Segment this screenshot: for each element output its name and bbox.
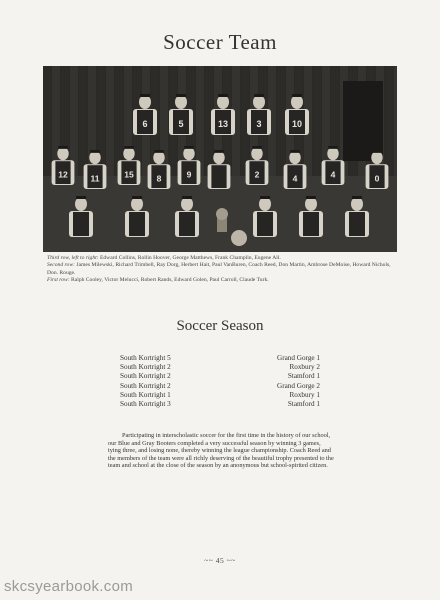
score-row: [120, 354, 320, 363]
score-away: Grand Gorge 1: [277, 354, 320, 362]
score-away: Stamford 1: [287, 372, 320, 381]
score-row: [120, 400, 320, 409]
page-number: ~~ 45 ~~: [204, 556, 236, 565]
jersey-number: 8: [156, 173, 162, 184]
page-title: Soccer Team: [163, 30, 277, 54]
jersey-number: 4: [292, 173, 298, 184]
score-home: South Kortright 3: [120, 400, 171, 409]
jersey-number: 0: [374, 173, 380, 184]
jersey-number: 2: [254, 169, 260, 180]
score-away: Roxbury 1: [289, 390, 320, 399]
jersey-number: 11: [90, 173, 100, 184]
caption-third-row: Edward Collins, Rollin Hoover, George Matthews, Frank Champlin, Eugene All.: [99, 255, 281, 261]
jersey-number: 9: [186, 169, 192, 180]
season-title: Soccer Season: [176, 318, 264, 334]
score-away: Roxbury 2: [289, 363, 320, 372]
season-paragraph: Participating in interscholastic soccer for the first time in the history of our school, our Blue and Gray Booters completed a very successful season by winning 3 games, tying three, and losing none, thereby winning the league championship. Coach Reed and the members of the team were all richly deserving of the beautiful trophy presented to the team and school at the close of the season by an anonymous but school-spirited citizen.: [108, 432, 334, 470]
team-photo: [43, 66, 397, 252]
score-home: South Kortright 1: [120, 390, 171, 399]
jersey-number: 6: [142, 119, 148, 129]
score-away: Grand Gorge 2: [277, 381, 320, 390]
score-row: [120, 363, 320, 372]
jersey-number: 13: [217, 119, 229, 129]
score-home: South Kortright 2: [120, 381, 171, 390]
score-home: South Kortright 2: [120, 372, 171, 381]
photo-caption: [47, 255, 397, 285]
jersey-number: 12: [58, 169, 68, 180]
jersey-number: 3: [256, 119, 262, 129]
score-list: [120, 354, 320, 409]
score-home: South Kortright 5: [120, 354, 171, 362]
score-row: [120, 372, 320, 381]
score-row: [120, 391, 320, 400]
score-away: Stamford 1: [287, 400, 320, 409]
jersey-number: 15: [124, 169, 134, 180]
caption-second-row: James Milewski, Richard Trimbell, Ray Dorg, Herbert Hait, Paul VanBuren, Coach Reed, Don Martin, Ambrose DeMoise, Howard Nichols, Don. Rouge.: [47, 262, 391, 276]
watermark-logo: skcsyearbook.com: [4, 578, 134, 595]
caption-first-row-lead: First row:: [47, 277, 70, 284]
team-photo-image: [43, 66, 397, 252]
caption-first-row: Ralph Cooley, Victor Melucci, Robert Rands, Edward Golen, Paul Carroll, Claude Turk.: [71, 277, 269, 284]
caption-second-row-lead: Second row:: [47, 262, 75, 269]
score-row: [120, 382, 320, 391]
jersey-number: 4: [330, 169, 336, 180]
jersey-number: 10: [291, 119, 303, 129]
score-home: South Kortright 2: [120, 363, 171, 372]
jersey-number: 5: [178, 119, 184, 129]
caption-third-row-lead: Third row, left to right:: [47, 255, 99, 261]
